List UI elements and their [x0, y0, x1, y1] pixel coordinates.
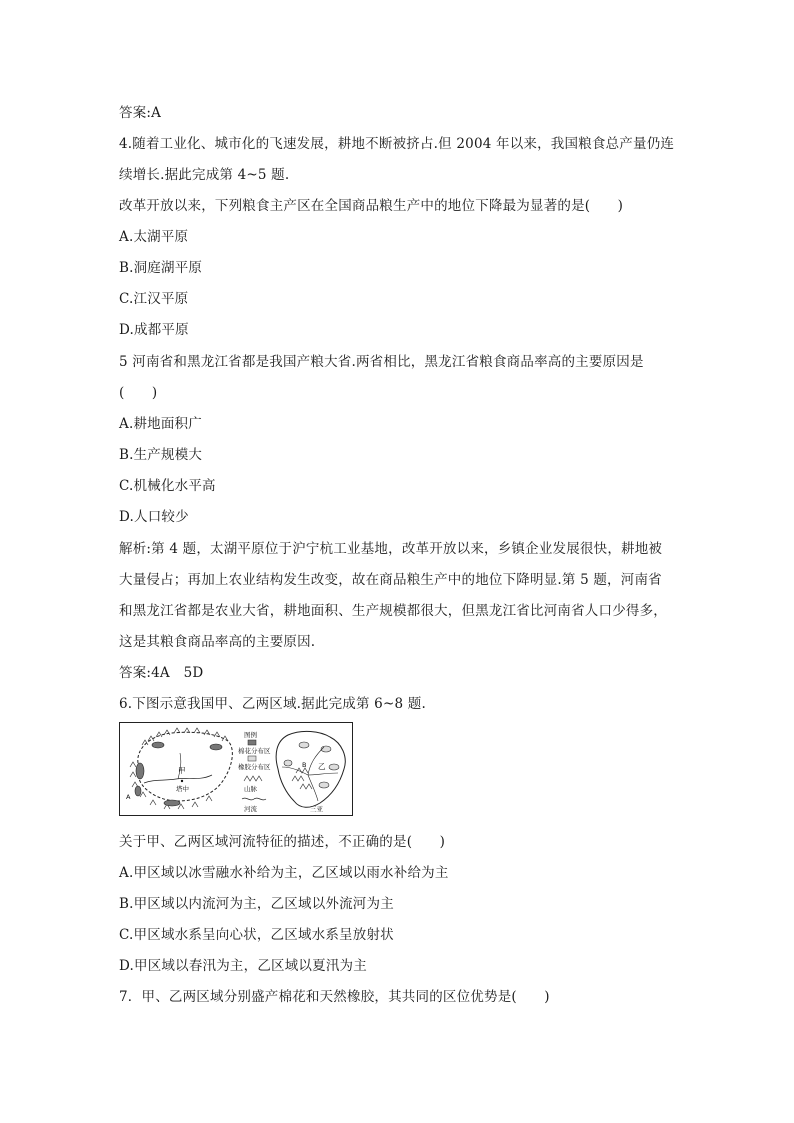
q5-option-d: D.人口较少: [119, 509, 189, 525]
cotton-area-jia-4: [164, 800, 180, 806]
label-jia: 甲: [178, 766, 186, 775]
tazhong-dot: [181, 780, 183, 782]
legend-river: 河流: [244, 805, 257, 813]
explanation-line-2: 大量侵占；再加上农业结构发生改变，故在商品粮生产中的地位下降明显.第 5 题，河南省: [119, 572, 662, 588]
label-b: B: [302, 761, 307, 769]
q6-option-b: B.甲区域以内流河为主，乙区域以外流河为主: [119, 896, 394, 912]
legend-rubber: 橡胶分布区: [238, 763, 271, 771]
legend-cotton-swatch: [248, 740, 256, 745]
cotton-area-jia-1: [136, 763, 144, 779]
rubber-area-yi-3: [329, 764, 339, 770]
question-6-stem: 关于甲、乙两区域河流特征的描述，不正确的是( ): [119, 834, 446, 850]
q6-option-d: D.甲区域以春汛为主，乙区域以夏汛为主: [119, 958, 367, 974]
region-map-svg: [120, 723, 352, 815]
q4-option-a: A.太湖平原: [119, 229, 189, 245]
q5-option-c: C.机械化水平高: [119, 478, 216, 494]
cotton-area-jia-5: [135, 786, 141, 796]
label-yi: 乙: [318, 762, 326, 771]
region-map-figure: [119, 722, 353, 816]
map-legend: [238, 730, 271, 813]
answer-line-2: 答案:4A 5D: [119, 665, 204, 681]
explanation-line-3: 和黑龙江省都是农业大省，耕地面积、生产规模都很大，但黑龙江省比河南省人口少得多，: [119, 603, 667, 619]
legend-mountain: 山脉: [244, 785, 257, 793]
legend-cotton: 棉花分布区: [238, 747, 271, 755]
legend-river-symbol: [242, 798, 266, 800]
explanation-line-4: 这是其粮食商品率高的主要原因.: [119, 634, 316, 650]
q6-option-a: A.甲区域以冰雪融水补给为主，乙区域以雨水补给为主: [119, 865, 449, 881]
legend-rubber-swatch: [248, 756, 256, 761]
question-6-intro: 6.下图示意我国甲、乙两区域.据此完成第 6~8 题.: [119, 696, 426, 712]
question-4-intro: 4.随着工业化、城市化的飞速发展，耕地不断被挤占.但 2004 年以来，我国粮食总产量仍连: [119, 136, 675, 152]
label-sanya: 三亚: [310, 805, 323, 813]
answer-line-1: 答案:A: [119, 105, 162, 121]
q5-option-b: B.生产规模大: [119, 447, 203, 463]
rubber-area-yi-5: [319, 782, 329, 788]
question-7-stem: 7．甲、乙两区域分别盛产棉花和天然橡胶，其共同的区位优势是( ): [119, 989, 550, 1005]
question-4-intro-cont: 续增长.据此完成第 4~5 题.: [119, 167, 290, 183]
legend-title: 图例: [244, 731, 257, 739]
label-a: A: [126, 793, 131, 801]
q4-option-b: B.洞庭湖平原: [119, 260, 203, 276]
legend-mountain-symbol: [244, 776, 262, 781]
rubber-area-yi-4: [284, 760, 292, 766]
q5-option-a: A.耕地面积广: [119, 416, 202, 432]
q4-option-d: D.成都平原: [119, 322, 189, 338]
q6-option-c: C.甲区域水系呈向心状，乙区域水系呈放射状: [119, 927, 394, 943]
cotton-area-jia-2: [152, 742, 164, 748]
rivers-yi: [282, 747, 338, 801]
question-5-stem: 5 河南省和黑龙江省都是我国产粮大省.两省相比，黑龙江省粮食商品率高的主要原因是: [119, 354, 644, 370]
rubber-area-yi-1: [299, 742, 309, 748]
explanation-line-1: 解析:第 4 题，太湖平原位于沪宁杭工业基地，改革开放以来，乡镇企业发展很快，耕地被: [119, 541, 663, 557]
question-5-stem-cont: ( ): [119, 385, 158, 401]
cotton-area-jia-3: [210, 744, 222, 750]
rubber-area-yi-2: [321, 746, 331, 752]
q4-option-c: C.江汉平原: [119, 291, 189, 307]
label-tazhong: 塔中: [176, 785, 189, 793]
question-4-stem: 改革开放以来，下列粮食主产区在全国商品粮生产中的地位下降最为显著的是( ): [119, 198, 624, 214]
